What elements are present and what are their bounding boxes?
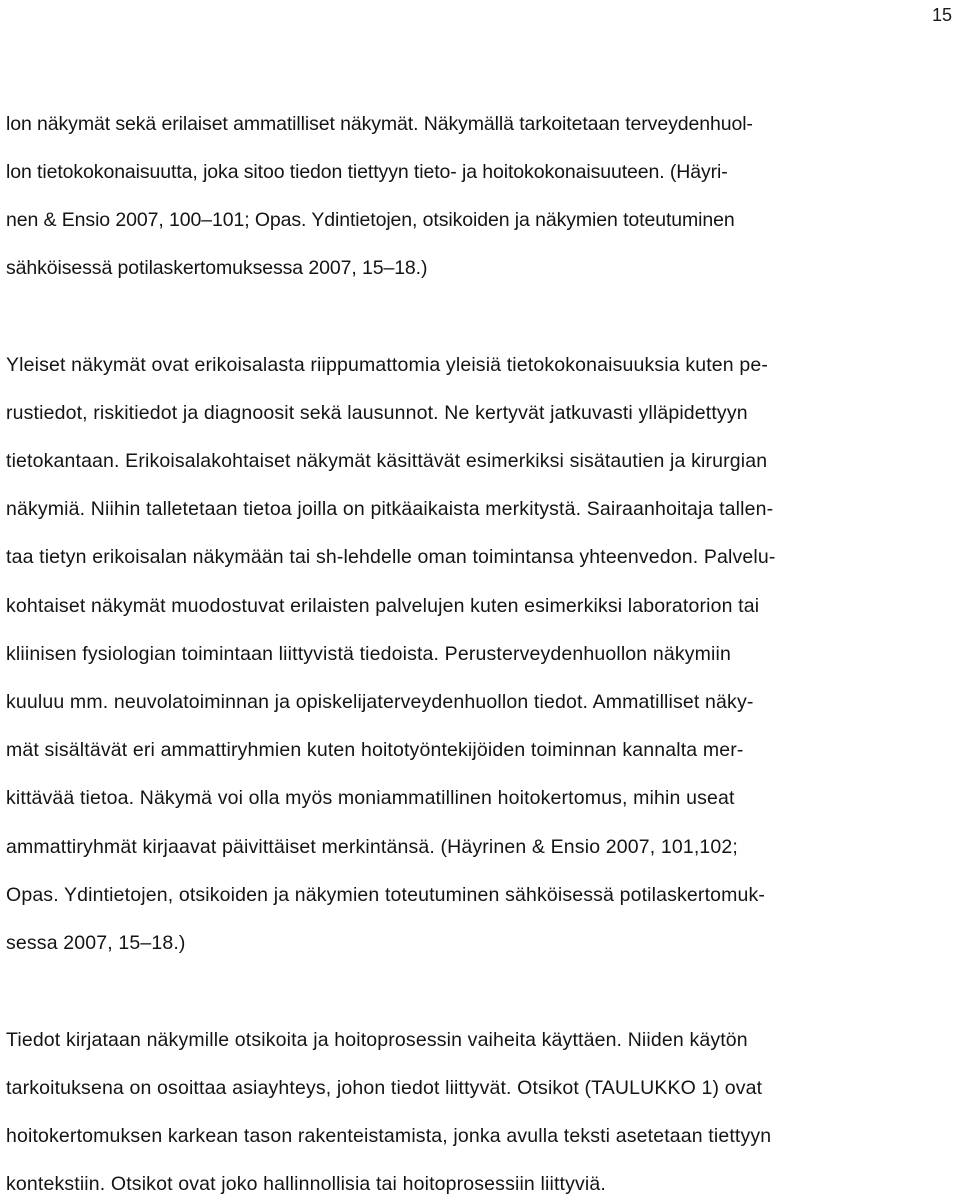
text-line: kittävää tietoa. Näkymä voi olla myös moniammatillinen hoitokertomus, mihin useat — [6, 787, 735, 809]
text-line: sähköisessä potilaskertomuksessa 2007, 15–18.) — [6, 257, 428, 279]
text-line: kuuluu mm. neuvolatoiminnan ja opiskelijaterveydenhuollon tiedot. Ammatilliset näky- — [6, 691, 754, 713]
text-line: kontekstiin. Otsikot ovat joko hallinnollisia tai hoitoprosessiin liittyviä. — [6, 1173, 606, 1195]
text-line: hoitokertomuksen karkean tason rakenteistamista, jonka avulla teksti asetetaan tiettyyn — [6, 1125, 772, 1147]
text-line: Yleiset näkymät ovat erikoisalasta riippumattomia yleisiä tietokokonaisuuksia kuten pe- — [6, 354, 768, 376]
text-line: nen & Ensio 2007, 100–101; Opas. Ydintietojen, otsikoiden ja näkymien toteutuminen — [6, 209, 735, 231]
text-line: taa tietyn erikoisalan näkymään tai sh-lehdelle oman toimintansa yhteenvedon. Palvelu- — [6, 546, 776, 568]
text-line: Tiedot kirjataan näkymille otsikoita ja hoitoprosessin vaiheita käyttäen. Niiden käytön — [6, 1029, 748, 1051]
text-line: tarkoituksena on osoittaa asiayhteys, johon tiedot liittyvät. Otsikot (TAULUKKO 1) ovat — [6, 1077, 763, 1099]
text-line: ammattiryhmät kirjaavat päivittäiset merkintänsä. (Häyrinen & Ensio 2007, 101,102; — [6, 836, 738, 858]
text-line: tietokantaan. Erikoisalakohtaiset näkymät käsittävät esimerkiksi sisätautien ja kirurgian — [6, 450, 768, 472]
text-line: kliinisen fysiologian toimintaan liittyvistä tiedoista. Perusterveydenhuollon näkymiin — [6, 643, 732, 665]
page-number: 15 — [931, 5, 952, 25]
text-line: lon näkymät sekä erilaiset ammatilliset näkymät. Näkymällä tarkoitetaan terveydenhuol- — [6, 113, 753, 135]
text-line: kohtaiset näkymät muodostuvat erilaisten palvelujen kuten esimerkiksi laboratorion tai — [6, 595, 760, 617]
text-line: lon tietokokonaisuutta, joka sitoo tiedon tiettyyn tieto- ja hoitokokonaisuuteen. (Häyri- — [6, 161, 728, 183]
text-line: rustiedot, riskitiedot ja diagnoosit sekä lausunnot. Ne kertyvät jatkuvasti ylläpidettyyn — [6, 402, 748, 424]
text-line: Opas. Ydintietojen, otsikoiden ja näkymien toteutuminen sähköisessä potilaskertomuk- — [6, 884, 766, 906]
text-line: sessa 2007, 15–18.) — [6, 932, 186, 954]
text-line: näkymiä. Niihin talletetaan tietoa joilla on pitkäaikaista merkitystä. Sairaanhoitaja tallen- — [6, 498, 774, 520]
text-line: mät sisältävät eri ammattiryhmien kuten hoitotyöntekijöiden toiminnan kannalta mer- — [6, 739, 744, 761]
